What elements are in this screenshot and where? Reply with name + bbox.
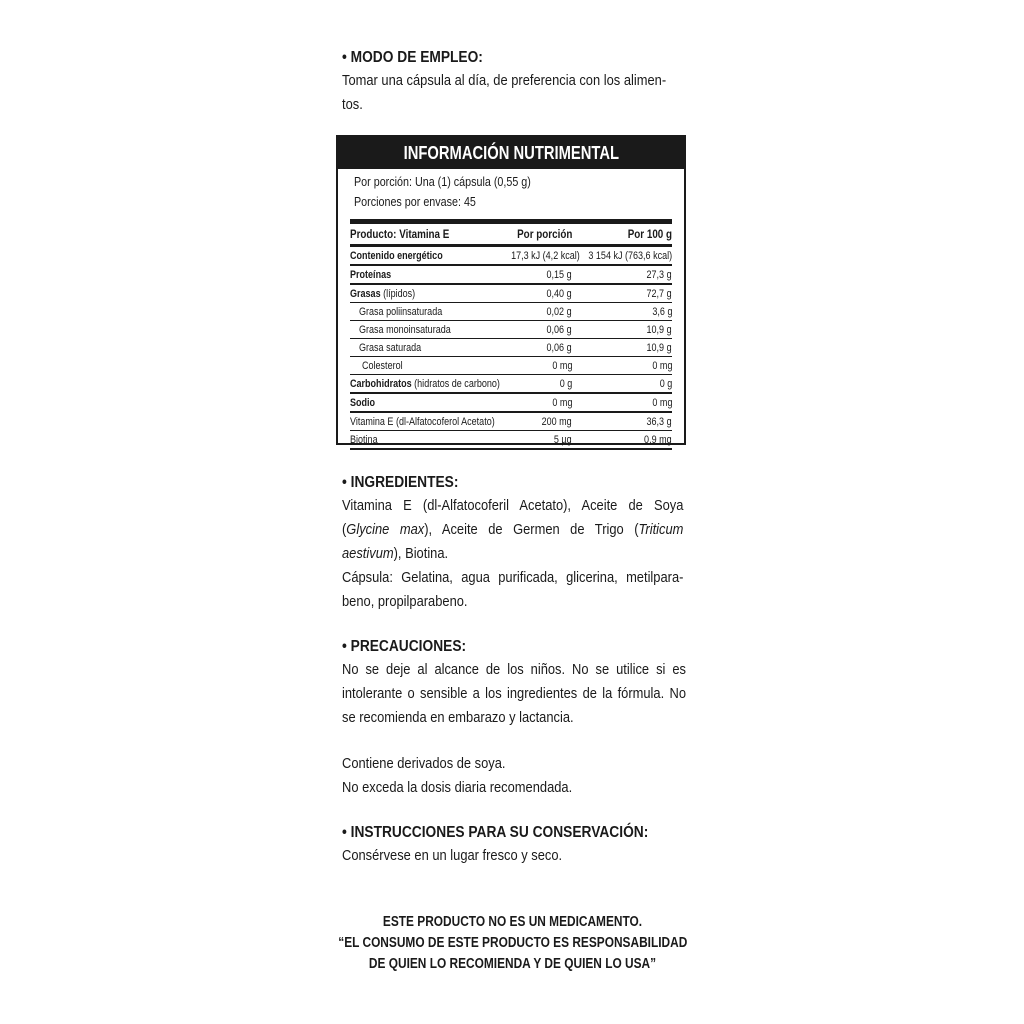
nutrition-facts-table [336,135,686,445]
precauciones-notes [342,752,686,800]
capsula-text: Cápsula: Gelatina, agua purificada, glicerina, metilpara-beno, propilparabeno. [342,569,684,610]
soya-note: Contiene derivados de soya. [342,755,506,772]
ingredientes-text: Vitamina E (dl-Alfatocoferil Acetato), Aceite de Soya (Glycine max), Aceite de Germen de Trigo (Triticum aestivum), Biotina. Cápsula: Gelatina, agua purificada, glicerina, metilpara-beno, propilparabeno. [342,494,683,614]
precauciones-section [342,636,742,800]
disclaimer-line-2: “EL CONSUMO DE ESTE PRODUCTO ES RESPONSABILIDAD [338,935,688,951]
table-row: Proteínas 0,15 g 27,3 g [350,266,672,285]
ingredientes-heading: • INGREDIENTES: [342,474,459,491]
table-row: Grasas (lípidos) 0,40 g 72,7 g [350,285,672,303]
modo-empleo-text: Tomar una cápsula al día, de preferencia con los alimen-tos. [342,72,667,113]
table-row: Carbohidratos (hidratos de carbono) 0 g 0 g [350,375,672,394]
conservacion-heading: • INSTRUCCIONES PARA SU CONSERVACIÓN: [342,824,649,841]
disclaimer-footer [300,912,725,975]
col-per-100g: Por 100 g [627,227,672,241]
nutrition-grid [350,219,672,450]
servings-per-container: Porciones por envase: 45 [354,195,476,209]
table-row: Grasa poliinsaturada 0,02 g 3,6 g [350,303,672,321]
table-row: Sodio 0 mg 0 mg [350,394,672,413]
conservacion-text: Consérvese en un lugar fresco y seco. [342,847,563,864]
conservacion-section [342,822,742,868]
nutrition-serving-info [338,169,684,212]
table-row: Grasa saturada 0,06 g 10,9 g [350,339,672,357]
disclaimer-line-3: DE QUIEN LO RECOMIENDA Y DE QUIEN LO USA” [368,956,657,972]
dosis-note: No exceda la dosis diaria recomendada. [342,779,573,796]
ingredientes-section [342,472,739,614]
table-row: Contenido energético 17,3 kJ (4,2 kcal) 3 154 kJ (763,6 kcal) [350,247,672,266]
disclaimer-line-1: ESTE PRODUCTO NO ES UN MEDICAMENTO. [382,914,643,930]
table-row: Colesterol 0 mg 0 mg [350,357,672,375]
precauciones-text: No se deje al alcance de los niños. No se utilice si es intolerante o sensible a los ingredientes de la fórmula. No se recomienda en embarazo y lactancia. [342,661,686,726]
table-row: Biotina 5 µg 0,9 mg [350,431,672,450]
col-per-serving: Por porción [516,227,572,241]
nutrition-title: INFORMACIÓN NUTRIMENTAL [338,137,684,169]
precauciones-heading: • PRECAUCIONES: [342,638,467,655]
table-row: Vitamina E (dl-Alfatocoferol Acetato) 200 mg 36,3 g [350,413,672,431]
nutrition-header-row [350,224,672,247]
col-product: Producto: Vitamina E [350,227,450,241]
table-row: Grasa monoinsaturada 0,06 g 10,9 g [350,321,672,339]
serving-size: Por porción: Una (1) cápsula (0,55 g) [354,175,531,189]
modo-empleo-section [342,47,742,117]
modo-empleo-heading: • MODO DE EMPLEO: [342,49,483,66]
